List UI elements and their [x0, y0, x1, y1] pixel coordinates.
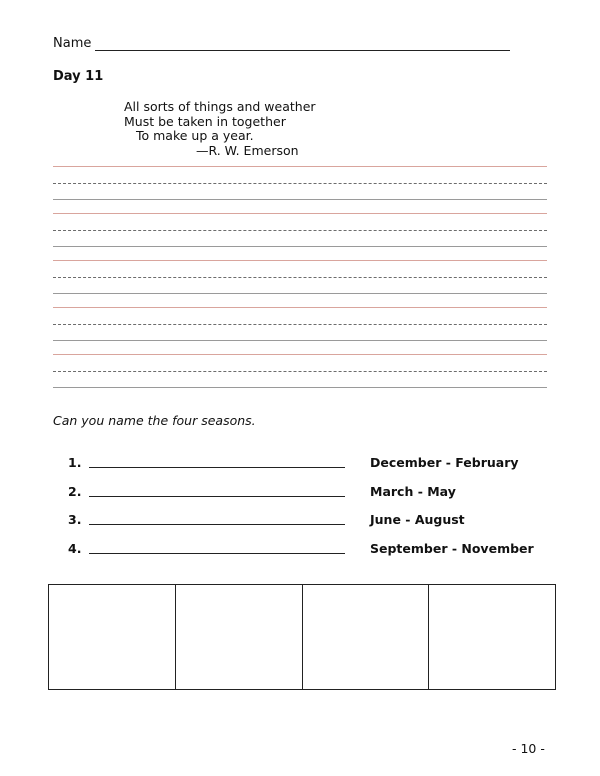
season-answer-blank[interactable]	[89, 455, 345, 468]
drawing-box[interactable]	[49, 585, 176, 689]
guide-line-mid	[53, 183, 547, 184]
season-row	[68, 484, 538, 500]
season-row	[68, 541, 538, 557]
poem-line: All sorts of things and weather	[124, 99, 316, 114]
guide-line-mid	[53, 324, 547, 325]
season-months: June - August	[370, 512, 465, 527]
season-row	[68, 512, 538, 528]
name-field[interactable]	[95, 39, 510, 51]
guide-line-top	[53, 354, 547, 355]
season-months: December - February	[370, 455, 519, 470]
season-number: 2.	[68, 484, 82, 499]
poem-line: To make up a year.	[136, 128, 254, 143]
guide-line-base	[53, 293, 547, 294]
question-text: Can you name the four seasons.	[53, 413, 256, 428]
name-label: Name	[53, 36, 92, 51]
guide-line-base	[53, 340, 547, 341]
guide-line-base	[53, 246, 547, 247]
guide-line-mid	[53, 230, 547, 231]
poem-author: —R. W. Emerson	[196, 142, 299, 158]
season-number: 3.	[68, 512, 82, 527]
guide-line-top	[53, 307, 547, 308]
name-row	[53, 36, 510, 51]
season-answer-blank[interactable]	[89, 484, 345, 497]
guide-line-top	[53, 260, 547, 261]
poem-line: Must be taken in together	[124, 113, 286, 129]
page-title: Day 11	[53, 69, 104, 84]
guide-line-base	[53, 387, 547, 388]
season-months: March - May	[370, 484, 456, 499]
season-number: 4.	[68, 541, 82, 556]
guide-line-top	[53, 166, 547, 167]
season-number: 1.	[68, 455, 82, 470]
guide-line-base	[53, 199, 547, 200]
guide-line-mid	[53, 371, 547, 372]
season-row	[68, 455, 538, 471]
season-months: September - November	[370, 541, 534, 556]
drawing-boxes	[48, 584, 556, 690]
season-answer-blank[interactable]	[89, 512, 345, 525]
drawing-box[interactable]	[429, 585, 555, 689]
guide-line-mid	[53, 277, 547, 278]
guide-line-top	[53, 213, 547, 214]
page-number: - 10 -	[512, 741, 545, 756]
season-answer-blank[interactable]	[89, 541, 345, 554]
drawing-box[interactable]	[303, 585, 430, 689]
drawing-box[interactable]	[176, 585, 303, 689]
poem	[124, 100, 316, 158]
